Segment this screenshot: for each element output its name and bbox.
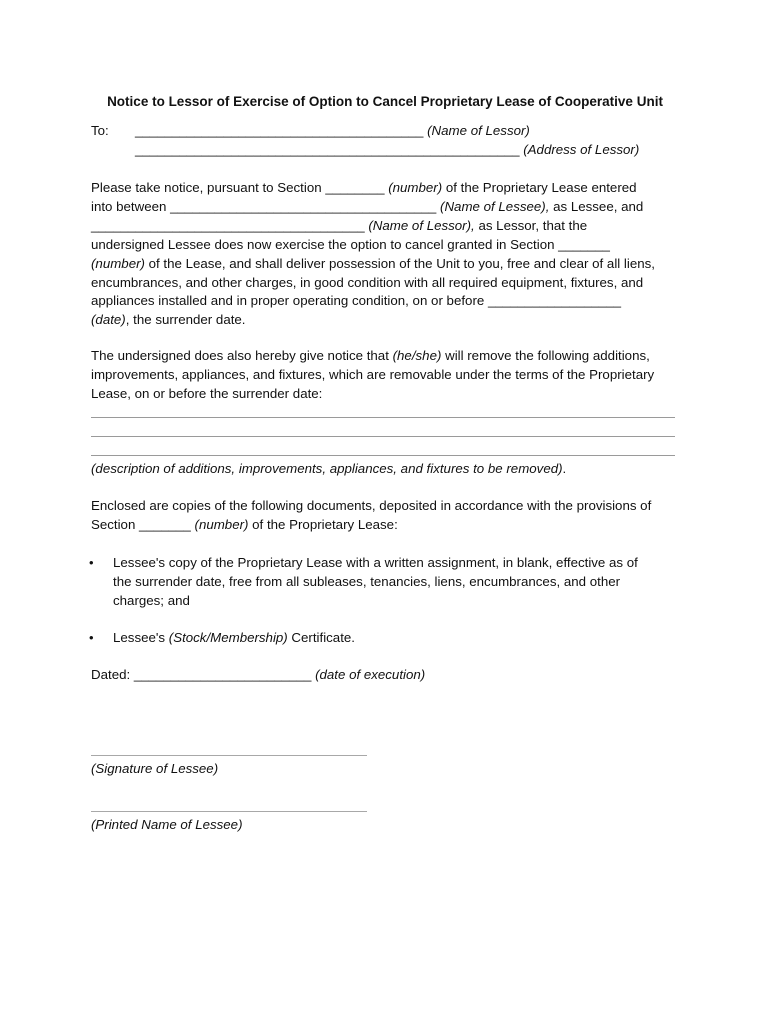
bullet-line: Lessee's copy of the Proprietary Lease with a written assignment, in blank, effective as of xyxy=(113,555,638,570)
bullet-line xyxy=(113,629,683,648)
removal-paragraph xyxy=(91,347,691,404)
p3-line: Enclosed are copies of the following documents, deposited in accordance with the provisions of xyxy=(91,498,652,513)
p1-line xyxy=(91,198,691,217)
printed-name-label xyxy=(91,816,691,835)
lessor-name-line xyxy=(135,122,530,141)
p1-hint: (number) xyxy=(91,255,145,271)
bullet-item-certificate xyxy=(113,629,683,648)
p1-line xyxy=(91,179,691,198)
p2-text: will remove the following additions, xyxy=(441,348,650,363)
p3-hint: (number) xyxy=(194,516,249,532)
p2-hint: (he/she) xyxy=(392,348,442,363)
dated-hint: (date of execution) xyxy=(315,667,426,682)
p1-text: , the surrender date. xyxy=(125,312,246,328)
p1-hint: (Name of Lessor), xyxy=(368,217,475,233)
p1-text: Please take notice, pursuant to Section ________ xyxy=(91,180,389,195)
signature-hint: (Signature of Lessee) xyxy=(91,761,219,776)
p1-text: as Lessee, and xyxy=(549,198,644,214)
bullet-text: Certificate. xyxy=(287,630,355,645)
p2-text: The undersigned does also hereby give notice that xyxy=(91,348,393,363)
bullet-hint: (Stock/Membership) xyxy=(168,630,288,645)
lessor-address-line xyxy=(135,141,639,160)
p1-line: appliances installed and in proper operating condition, on or before __________________ xyxy=(91,293,622,309)
p1-line xyxy=(91,217,691,236)
bullet-item-lease-copy xyxy=(113,554,683,611)
description-fill-line xyxy=(91,436,675,437)
p2-line xyxy=(91,347,691,366)
lessor-name-hint: (Name of Lessor) xyxy=(427,123,530,138)
enclosed-paragraph xyxy=(91,497,691,535)
caption-line xyxy=(91,460,691,479)
p1-hint: (number) xyxy=(388,180,443,195)
bullet-line: the surrender date, free from all subleases, tenancies, liens, encumbrances, and other xyxy=(113,573,621,589)
p2-line: improvements, appliances, and fixtures, which are removable under the terms of the Proprietary xyxy=(91,366,655,382)
signature-line xyxy=(91,755,367,756)
caption-hint: (description of additions, improvements, appliances, and fixtures to be removed) xyxy=(91,461,563,476)
description-fill-line xyxy=(91,417,675,418)
p1-text: as Lessor, that the xyxy=(474,217,588,233)
p1-line: undersigned Lessee does now exercise the option to cancel granted in Section _______ xyxy=(91,236,610,252)
lessor-name-blank: _______________________________________ xyxy=(135,123,424,138)
p1-text: _____________________________________ xyxy=(91,217,369,233)
p1-hint: (Name of Lessee), xyxy=(440,198,550,214)
dated-line xyxy=(91,666,691,685)
document-title: Notice to Lessor of Exercise of Option to Cancel Proprietary Lease of Cooperative Unit xyxy=(107,94,663,109)
bullet-text: Lessee's xyxy=(113,630,169,645)
bullet-icon: • xyxy=(89,555,94,570)
printed-name-hint: (Printed Name of Lessee) xyxy=(91,817,243,832)
bullet-icon: • xyxy=(89,630,94,645)
p3-text: Section _______ xyxy=(91,516,195,532)
caption-text: . xyxy=(562,461,567,476)
dated-text-line xyxy=(91,666,691,685)
p3-line xyxy=(91,516,691,535)
p1-line: encumbrances, and other charges, in good condition with all required equipment, fixtures, and xyxy=(91,274,644,290)
p1-hint: (date) xyxy=(91,312,126,328)
to-label: To: xyxy=(91,123,109,138)
notice-paragraph xyxy=(91,179,691,330)
bullet-line: charges; and xyxy=(113,592,190,608)
p3-text: of the Proprietary Lease: xyxy=(248,516,398,532)
lessor-address-hint: (Address of Lessor) xyxy=(523,142,640,157)
printed-name-line xyxy=(91,811,367,812)
p1-text: of the Lease, and shall deliver possession of the Unit to you, free and clear of all liens, xyxy=(144,255,655,271)
p2-line: Lease, on or before the surrender date: xyxy=(91,385,323,401)
p1-line xyxy=(91,311,691,330)
p1-line xyxy=(91,255,691,274)
dated-label: Dated: ________________________ xyxy=(91,667,316,682)
description-fill-line xyxy=(91,455,675,456)
lessor-address-blank: ____________________________________________________ xyxy=(135,142,520,157)
p1-text: of the Proprietary Lease entered xyxy=(442,180,637,195)
removal-caption xyxy=(91,460,691,479)
p1-text: into between ____________________________________ xyxy=(91,198,441,214)
signature-label xyxy=(91,760,691,779)
